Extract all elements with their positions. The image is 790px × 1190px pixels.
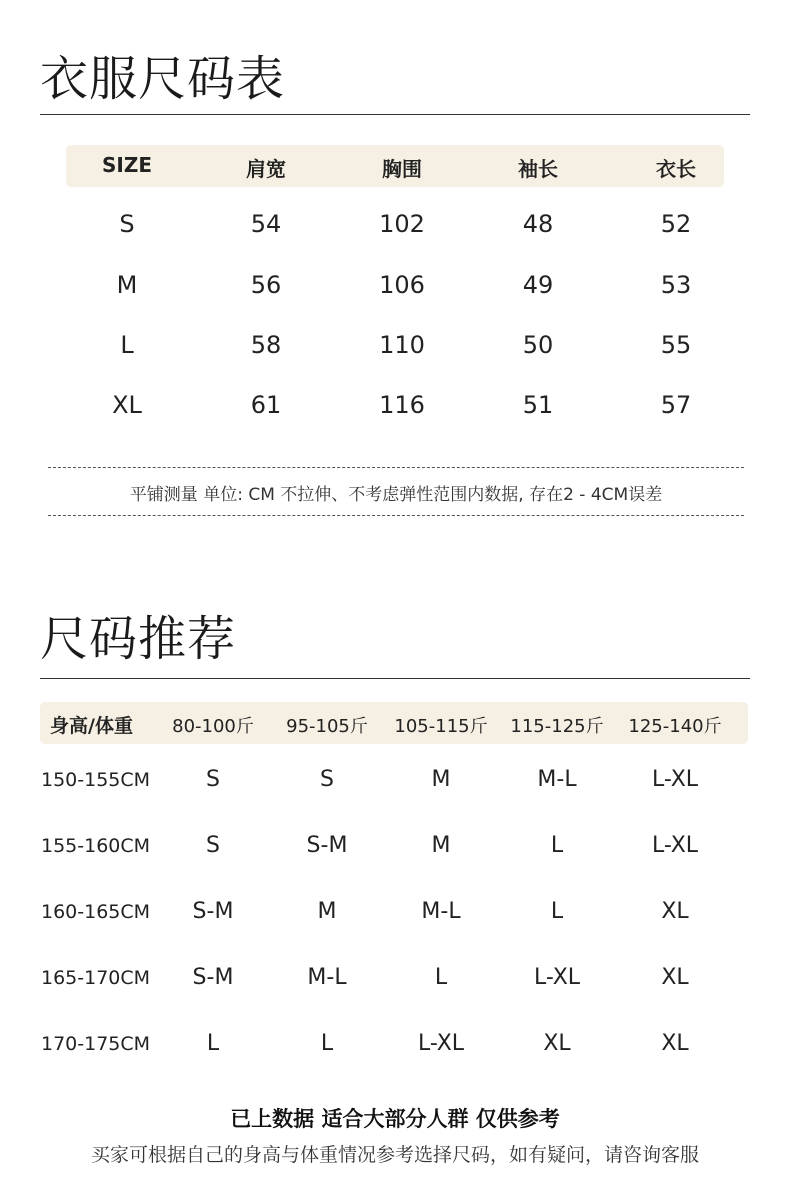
title-divider [40,114,750,115]
size-value-cell: 48 [522,210,554,238]
footer-instruction: 买家可根据自己的身高与体重情况参考选择尺码，如有疑问，请咨询客服 [90,1144,699,1166]
size-recommendation-cell: L [550,833,564,858]
size-value-cell: 110 [379,331,425,359]
size-recommendation-cell: S [320,767,334,792]
size-label-cell: M [116,271,138,299]
height-range-cell: 155-160CM [41,835,151,857]
size-recommendation-cell: S [206,833,220,858]
size-label-cell: L [120,331,134,359]
size-header-cell: 胸围 [382,157,422,181]
size-recommendation-cell: M-L [537,767,577,792]
size-value-cell: 116 [379,391,425,419]
rec-header-cell: 95-105斤 [286,716,368,737]
size-recommendation-cell: L-XL [651,767,699,792]
size-header-cell: 衣长 [656,157,696,181]
size-recommendation-cell: XL [661,899,689,924]
measurement-note: 平铺测量 单位: CM 不拉伸、不考虑弹性范围内数据, 存在2 - 4CM误差 [129,485,663,505]
size-value-cell: 102 [379,210,425,238]
note-top-divider [48,467,744,468]
size-value-cell: 52 [660,210,692,238]
size-label-cell: S [119,210,135,238]
size-value-cell: 58 [250,331,282,359]
rec-header-cell: 125-140斤 [628,716,722,737]
size-recommendation-cell: S-M [306,833,348,858]
size-recommendation-cell: L-XL [533,965,581,990]
size-recommendation-cell: L [320,1031,334,1056]
rec-header-cell: 105-115斤 [394,716,488,737]
recommendation-title: 尺码推荐 [40,611,237,667]
size-value-cell: 56 [250,271,282,299]
size-value-cell: 106 [379,271,425,299]
size-recommendation-cell: M [431,833,451,858]
rec-header-cell: 身高/体重 [50,715,133,737]
height-range-cell: 150-155CM [41,769,151,791]
footer-disclaimer: 已上数据 适合大部分人群 仅供参考 [230,1107,560,1131]
size-recommendation-cell: L-XL [417,1031,465,1056]
size-label-cell: XL [112,391,142,419]
size-value-cell: 50 [522,331,554,359]
size-chart-title: 衣服尺码表 [40,51,286,107]
size-value-cell: 57 [660,391,692,419]
size-value-cell: 61 [250,391,282,419]
size-recommendation-cell: L-XL [651,833,699,858]
size-recommendation-cell: M-L [307,965,347,990]
size-value-cell: 51 [522,391,554,419]
height-range-cell: 170-175CM [41,1033,151,1055]
size-recommendation-cell: L [206,1031,220,1056]
size-recommendation-cell: S-M [192,965,234,990]
size-header-cell: 肩宽 [246,157,286,181]
rec-header-cell: 80-100斤 [172,716,254,737]
size-recommendation-cell: S [206,767,220,792]
size-header-cell: 袖长 [518,157,558,181]
size-recommendation-cell: XL [661,1031,689,1056]
size-value-cell: 53 [660,271,692,299]
title-divider [40,678,750,679]
size-recommendation-cell: XL [543,1031,571,1056]
height-range-cell: 165-170CM [41,967,151,989]
size-recommendation-cell: M [431,767,451,792]
size-recommendation-cell: L [550,899,564,924]
size-recommendation-cell: M-L [421,899,461,924]
size-value-cell: 54 [250,210,282,238]
note-bottom-divider [48,515,744,516]
height-range-cell: 160-165CM [41,901,151,923]
size-value-cell: 55 [660,331,692,359]
rec-header-cell: 115-125斤 [510,716,604,737]
size-recommendation-cell: L [434,965,448,990]
size-recommendation-cell: M [317,899,337,924]
size-recommendation-cell: S-M [192,899,234,924]
size-value-cell: 49 [522,271,554,299]
size-header-cell: SIZE [101,153,153,177]
size-recommendation-cell: XL [661,965,689,990]
